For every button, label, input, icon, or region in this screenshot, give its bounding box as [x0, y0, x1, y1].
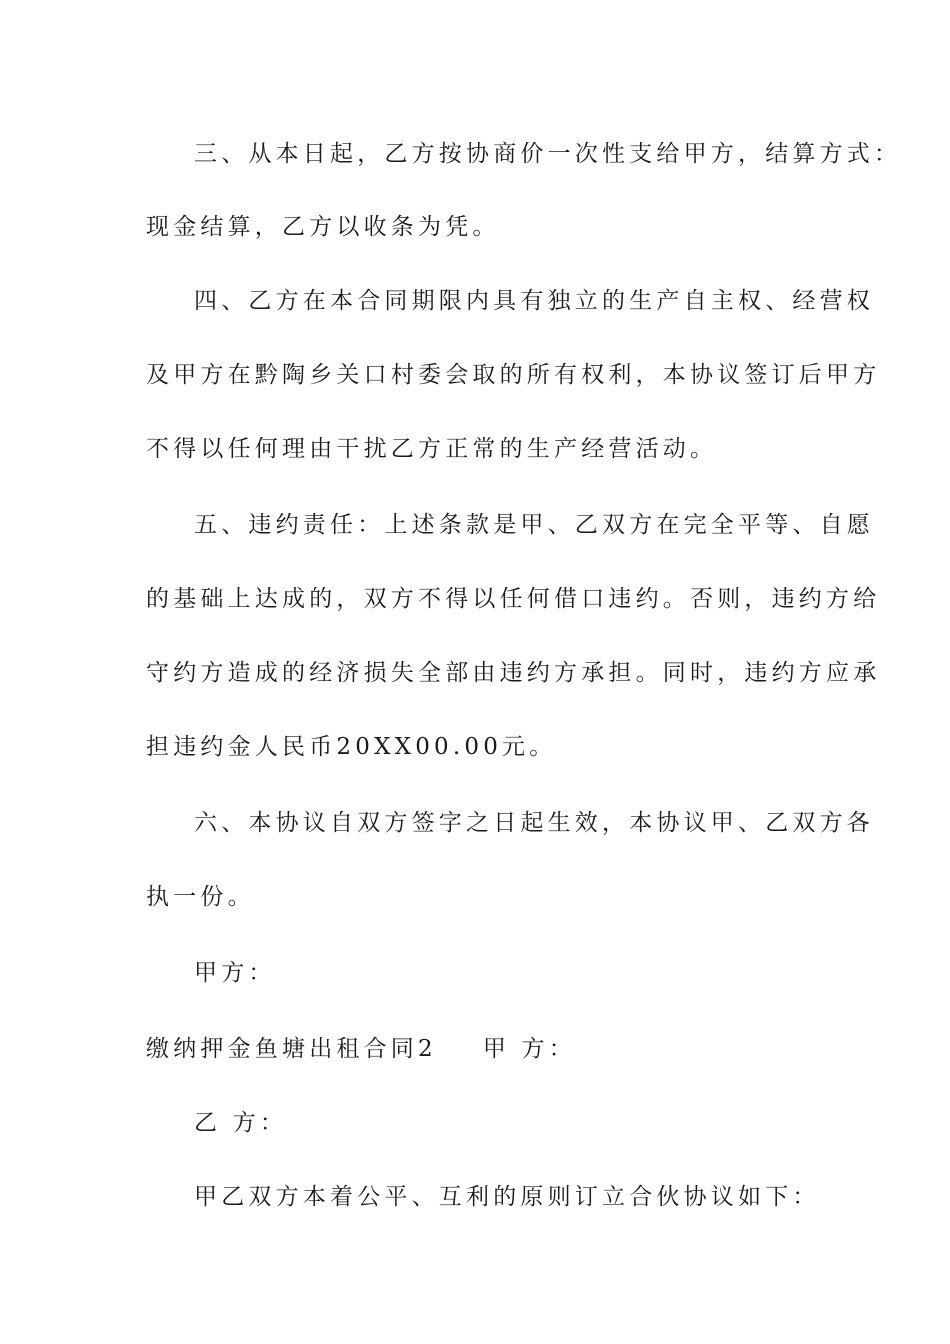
clause-6-line-2: 执一份。: [146, 884, 255, 910]
clause-4-line-3: 不得以任何理由干扰乙方正常的生产经营活动。: [146, 436, 718, 462]
contract-2-title: 缴纳押金鱼塘出租合同2: [146, 1036, 437, 1062]
party-a-label: 甲 方：: [482, 1036, 576, 1062]
clause-6-line-1: 六、本协议自双方签字之日起生效，本协议甲、乙双方各: [194, 810, 874, 836]
party-a-signature-label: 甲方：: [194, 960, 276, 986]
party-b-label: 乙 方：: [194, 1110, 288, 1136]
agreement-intro: 甲乙双方本着公平、互利的原则订立合伙协议如下：: [194, 1184, 820, 1210]
clause-4-line-1: 四、乙方在本合同期限内具有独立的生产自主权、经营权: [194, 288, 874, 314]
clause-5-line-1: 五、违约责任：上述条款是甲、乙双方在完全平等、自愿: [194, 512, 874, 538]
clause-5-line-2: 的基础上达成的，双方不得以任何借口违约。否则，违约方给: [146, 586, 881, 612]
clause-3-line-2: 现金结算，乙方以收条为凭。: [146, 214, 500, 240]
clause-3-line-1: 三、从本日起，乙方按协商价一次性支给甲方，结算方式：: [194, 141, 902, 167]
clause-5-line-3: 守约方造成的经济损失全部由违约方承担。同时，违约方应承: [146, 660, 881, 686]
contract-2-heading-line: [146, 1034, 576, 1064]
clause-5-line-4: 担违约金人民币20XX00.00元。: [146, 734, 557, 760]
clause-4-line-2: 及甲方在黔陶乡关口村委会取的所有权利，本协议签订后甲方: [146, 362, 881, 388]
